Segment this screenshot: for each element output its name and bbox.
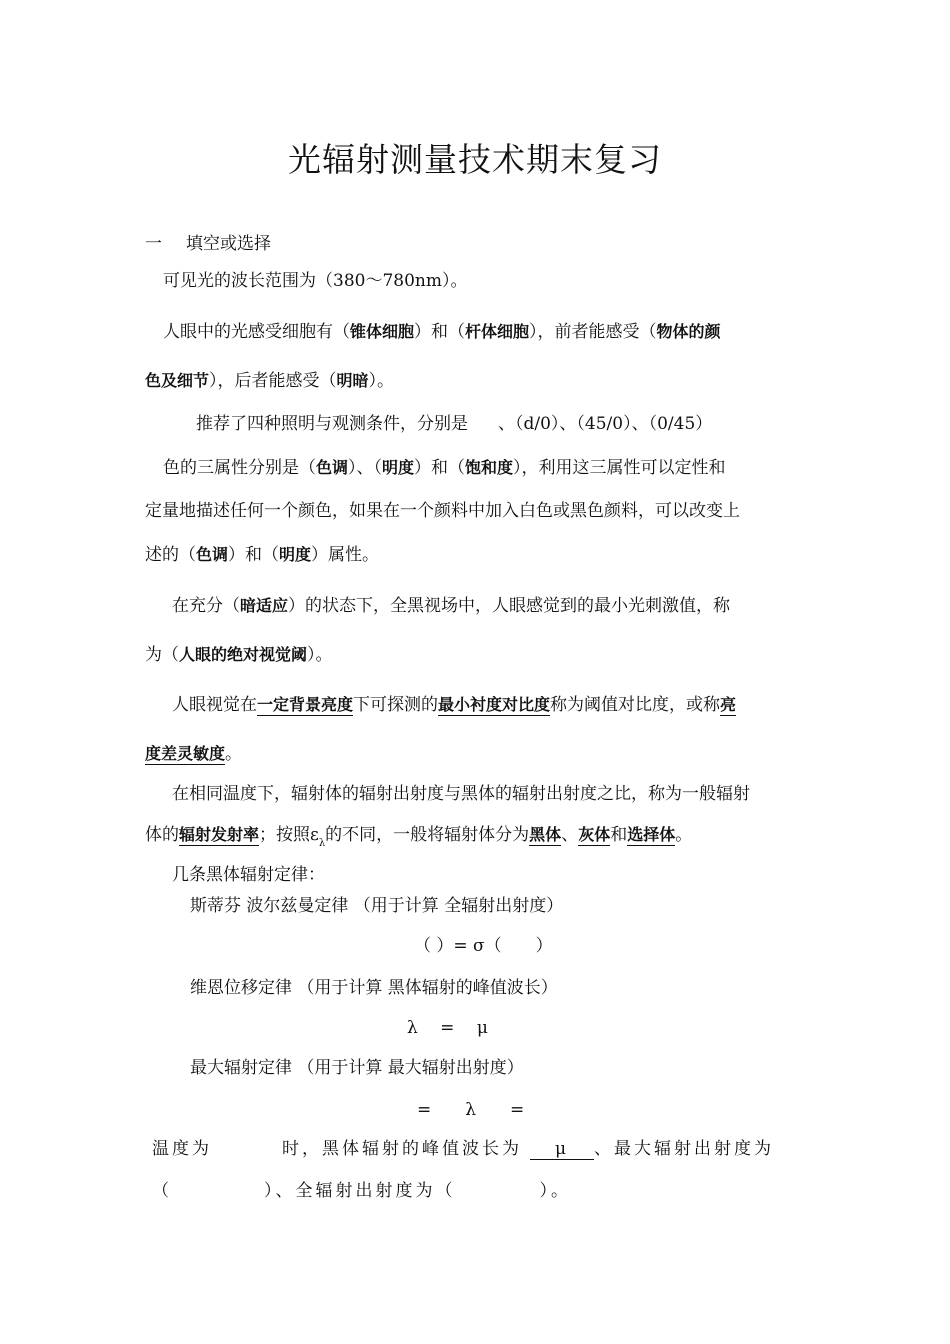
answer-lightness: 明度 <box>382 458 415 477</box>
text-segment: 温度为 <box>152 1139 212 1159</box>
answer-blackbody: 黑体 <box>529 825 562 844</box>
question-emissivity-line1: 在相同温度下，辐射体的辐射出射度与黑体的辐射出射度之比，称为一般辐射 <box>172 784 750 804</box>
text-segment: ）和（ <box>414 322 466 342</box>
text-segment: ）和（ <box>228 545 280 565</box>
answer-absolute-threshold: 人眼的绝对视觉阈 <box>179 645 308 664</box>
question-threshold-contrast-line2 <box>145 739 242 764</box>
answer-brightness: 明暗 <box>336 371 369 390</box>
answer-hue: 色调 <box>196 545 229 564</box>
answer-emissivity: 辐射发射率 <box>179 825 260 844</box>
law-stefan-boltzmann: 斯蒂芬 波尔兹曼定律 （用于计算 全辐射出射度） <box>190 896 564 916</box>
section-title: 填空或选择 <box>186 234 271 254</box>
text-segment: 为（ <box>145 645 179 665</box>
text-segment: ）。 <box>539 1181 571 1201</box>
text-segment: 下可探测的 <box>353 695 439 715</box>
page-title: 光辐射测量技术期末复习 <box>288 140 662 179</box>
question-color-attributes-line3 <box>145 540 379 565</box>
answer-dark-adaptation: 暗适应 <box>240 596 289 615</box>
text-segment: ；按照ε <box>259 825 319 845</box>
text-segment: ），利用这三属性可以定性和 <box>513 458 726 478</box>
answer-luminance-sensitivity: 度差灵敏度 <box>145 744 226 763</box>
formula-wien-displacement: λ = μ <box>407 1018 488 1038</box>
text-segment: 在充分（ <box>172 596 240 616</box>
text-segment: 、（d/0）、（45/0）、（0/45） <box>498 414 713 434</box>
question-temperature-line1 <box>152 1134 774 1160</box>
formula-max-radiation: = λ = <box>417 1100 525 1120</box>
text-segment: 。 <box>225 744 243 764</box>
blank-peak-wavelength: μ <box>530 1139 594 1160</box>
question-color-attributes-line2: 定量地描述任何一个颜色，如果在一个颜料中加入白色或黑色颜料，可以改变上 <box>145 501 740 521</box>
question-photoreceptors-line2 <box>145 366 394 391</box>
text-segment: ）的状态下，全黑视场中，人眼感觉到的最小光刺激值，称 <box>288 596 731 616</box>
answer-lightness: 明度 <box>279 545 312 564</box>
text-segment: 和 <box>610 825 628 845</box>
lambda-subscript: λ <box>318 838 326 849</box>
question-dark-adaptation-line1 <box>172 591 730 616</box>
text-segment: 述的（ <box>145 545 196 565</box>
text-segment: 。 <box>675 825 693 845</box>
answer-saturation: 饱和度 <box>465 458 514 477</box>
text-segment: 、最大辐射出射度为 <box>594 1139 774 1159</box>
answer-min-contrast: 最小衬度对比度 <box>438 695 551 714</box>
text-segment: ）属性。 <box>311 545 380 565</box>
answer-color-detail: 色及细节 <box>145 371 210 390</box>
text-segment: 人眼中的光感受细胞有（ <box>163 322 350 342</box>
text-segment: 推荐了四种照明与观测条件，分别是 <box>196 414 468 434</box>
law-max-radiation: 最大辐射定律 （用于计算 最大辐射出射度） <box>190 1058 524 1078</box>
text-segment: 色的三属性分别是（ <box>163 458 316 478</box>
text-segment: 称为阈值对比度，或称 <box>550 695 721 715</box>
question-color-attributes-line1 <box>163 453 726 478</box>
answer-graybody: 灰体 <box>578 825 611 844</box>
question-emissivity-line2 <box>145 820 693 849</box>
text-segment: ）、全辐射出射度为（ <box>264 1181 456 1201</box>
question-dark-adaptation-line2 <box>145 640 333 665</box>
text-segment: 人眼视觉在 <box>172 695 257 715</box>
law-wien-displacement: 维恩位移定律 （用于计算 黑体辐射的峰值波长） <box>190 978 558 998</box>
answer-hue: 色调 <box>316 458 349 477</box>
answer-rod-cells: 杆体细胞 <box>465 322 530 341</box>
question-temperature-line2 <box>152 1176 571 1201</box>
text-segment: ）和（ <box>414 458 466 478</box>
answer-background-luminance: 一定背景亮度 <box>257 695 354 714</box>
question-photoreceptors-line1 <box>163 317 721 342</box>
text-segment: ）、（ <box>348 458 383 478</box>
section-number: 一 <box>145 234 162 254</box>
text-segment: ）。 <box>307 645 333 665</box>
answer-cone-cells: 锥体细胞 <box>350 322 415 341</box>
question-visible-light: 可见光的波长范围为（380～780nm）。 <box>163 271 468 291</box>
laws-heading: 几条黑体辐射定律： <box>172 865 325 885</box>
text-segment: 体的 <box>145 825 179 845</box>
answer-selective-body: 选择体 <box>627 825 676 844</box>
answer-color-detail: 物体的颜 <box>656 322 721 341</box>
formula-stefan-boltzmann: （ ）= σ（ ） <box>414 936 553 956</box>
question-illumination-conditions <box>196 409 712 434</box>
answer-luminance-sensitivity: 亮 <box>720 695 737 714</box>
text-segment: 时，黑体辐射的峰值波长为 <box>282 1139 522 1159</box>
question-threshold-contrast-line1 <box>172 690 736 715</box>
text-segment: ），前者能感受（ <box>529 322 657 342</box>
section-heading <box>145 229 271 254</box>
text-segment: ）。 <box>368 371 395 391</box>
text-segment: ），后者能感受（ <box>209 371 337 391</box>
text-segment: 、 <box>561 825 579 845</box>
text-segment: 的不同，一般将辐射体分为 <box>325 825 530 845</box>
text-segment: （ <box>152 1181 172 1201</box>
